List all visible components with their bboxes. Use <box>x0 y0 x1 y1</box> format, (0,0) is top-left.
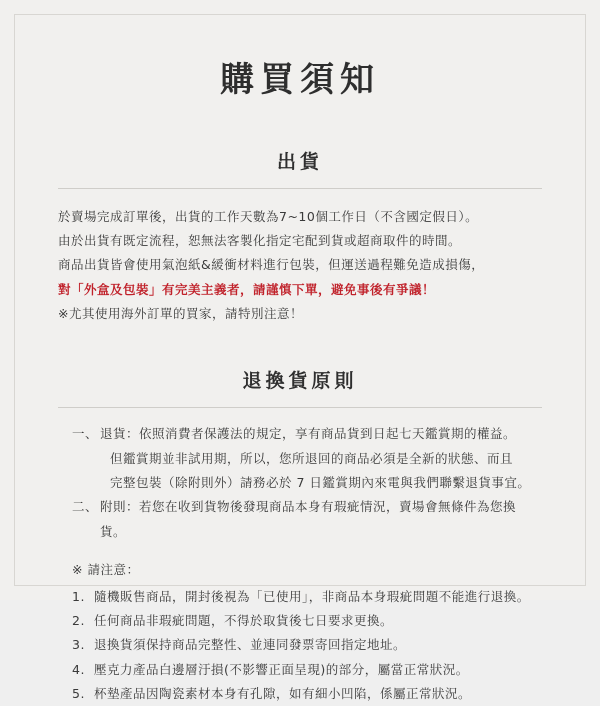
section-heading-return-policy: 退換貨原則 <box>242 370 358 393</box>
shipping-paragraph-3: 商品出貨皆會使用氣泡紙&緩衝材料進行包裝，但運送過程難免造成損傷， <box>58 257 485 273</box>
list-item-text <box>100 495 542 544</box>
list-item-number: 2. <box>72 612 85 628</box>
list-item-number: 一、 <box>72 426 99 442</box>
list-item-line-3: 完整包裝（除附則外）請務必於 7 日鑑賞期內來電與我們聯繫退貨事宜。 <box>110 475 531 491</box>
section-divider-return-policy <box>58 407 542 408</box>
return-policy-list <box>58 422 542 544</box>
list-item-label: 退貨： <box>100 426 140 442</box>
list-item <box>58 585 542 609</box>
list-item-label: 附則： <box>100 499 140 515</box>
list-item <box>58 633 542 657</box>
list-item-line-2: 但鑑賞期並非試用期，所以，您所退回的商品必須是全新的狀態、而且 <box>110 450 514 466</box>
list-item-text: 隨機販售商品，開封後視為「已使用」，非商品本身瑕疵問題不能進行退換。 <box>94 588 530 604</box>
list-item-number: 1. <box>72 588 85 604</box>
list-item-number: 3. <box>72 637 85 653</box>
list-item <box>58 609 542 633</box>
list-item-line-1: 若您在收到貨物後發現商品本身有瑕疵情況，賣場會無條件為您換貨。 <box>100 499 517 539</box>
shipping-footnote: ※尤其使用海外訂單的買家，請特別注意！ <box>58 306 303 322</box>
shipping-body <box>58 205 542 327</box>
note-heading: ※ 請注意： <box>72 562 140 578</box>
section-heading-shipping: 出貨 <box>276 150 323 173</box>
list-item-text: 壓克力產品白邊層汙損(不影響正面呈現)的部分，屬當正常狀況。 <box>94 661 469 677</box>
list-item-text: 任何商品非瑕疵問題，不得於取貨後七日要求更換。 <box>94 612 394 628</box>
list-item-continuation <box>58 447 542 471</box>
list-item-continuation <box>58 471 542 495</box>
list-item-text: 杯墊產品因陶瓷素材本身有孔隙，如有細小凹陷，係屬正常狀況。 <box>94 686 472 702</box>
list-item-line-1: 依照消費者保護法的規定，享有商品貨到日起七天鑑賞期的權益。 <box>139 426 517 442</box>
list-item-text: 退換貨須保持商品完整性、並連同發票寄回指定地址。 <box>94 637 407 653</box>
list-item <box>58 495 542 544</box>
shipping-paragraph-2: 由於出貨有既定流程，恕無法客製化指定宅配到貨或超商取件的時間。 <box>58 232 462 248</box>
list-item <box>58 422 542 446</box>
list-item-number: 二、 <box>72 499 99 515</box>
page-title: 購買須知 <box>220 60 380 100</box>
shipping-highlight: 對「外盒及包裝」有完美主義者，請謹慎下單，避免事後有爭議！ <box>58 281 436 297</box>
list-item-text <box>100 422 542 446</box>
list-item-number: 4. <box>72 661 85 677</box>
list-item <box>58 682 542 706</box>
list-item <box>58 658 542 682</box>
section-divider-shipping <box>58 188 542 189</box>
shipping-paragraph-1: 於賣場完成訂單後，出貨的工作天數為7~10個工作日（不含國定假日）。 <box>58 208 479 224</box>
note-list <box>58 585 542 706</box>
list-item-number: 5. <box>72 686 85 702</box>
